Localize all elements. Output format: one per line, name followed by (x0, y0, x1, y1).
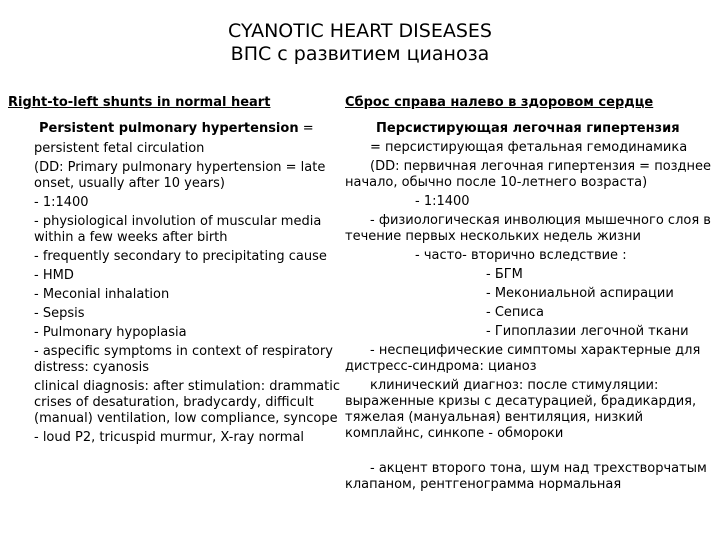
russian-item: (DD: первичная легочная гипертензия = позднее начало, обычно после 10-летнего возраста) (345, 159, 712, 190)
slide-title (0, 20, 720, 66)
english-column-header: Right-to-left shunts in normal heart (8, 95, 271, 110)
russian-item: - БГМ (486, 267, 523, 282)
english-item: - physiological involution of muscular media within a few weeks after birth (34, 214, 322, 245)
russian-item: - физиологическая инволюция мышечного слоя в течение первых нескольких недель жизни (345, 213, 711, 244)
russian-item: - часто- вторично вследствие : (415, 248, 627, 263)
english-item: - loud P2, tricuspid murmur, X-ray normal (34, 430, 305, 445)
russian-item: - 1:1400 (415, 194, 470, 209)
russian-item: - акцент второго тона, шум над трехстворчатым клапаном, рентгенограмма нормальная (345, 461, 707, 492)
russian-item: = персистирующая фетальная гемодинамика (370, 140, 688, 155)
russian-item: - неспецифические симптомы характерные для дистресс-синдрома: цианоз (345, 343, 701, 374)
english-subheading-suffix: = (298, 121, 314, 136)
english-item: - Sepsis (34, 306, 85, 321)
title-russian: ВПС с развитием цианоза (230, 43, 490, 65)
english-item: clinical diagnosis: after stimulation: drammatic crises of desaturation, bradycardy, difficult (manual) ventilation, low compliance, syncope (34, 379, 341, 426)
russian-item: - Сеписа (486, 305, 544, 320)
title-english: CYANOTIC HEART DISEASES (228, 20, 492, 42)
russian-subheading: Персистирующая легочная гипертензия (376, 121, 680, 136)
english-item: - Meconial inhalation (34, 287, 170, 302)
english-item: - HMD (34, 268, 74, 283)
russian-column-header: Сброс справа налево в здоровом сердце (345, 95, 654, 110)
english-item: - aspecific symptoms in context of respiratory distress: cyanosis (34, 344, 333, 375)
english-item: - frequently secondary to precipitating cause (34, 249, 327, 264)
russian-item: клинический диагноз: после стимуляции: выраженные кризы с десатурацией, брадикардия, тяжелая (мануальная) вентиляция, низкий комплайнс, синкопе - обмороки (345, 378, 697, 441)
english-item: - 1:1400 (34, 195, 89, 210)
english-subheading (8, 121, 343, 137)
russian-item: - Гипоплазии легочной ткани (486, 324, 689, 339)
english-item: (DD: Primary pulmonary hypertension = late onset, usually after 10 years) (34, 160, 326, 191)
russian-item: - Мекониальной аспирации (486, 286, 674, 301)
russian-column (345, 95, 717, 496)
english-column (8, 95, 343, 449)
english-item: - Pulmonary hypoplasia (34, 325, 187, 340)
english-item: persistent fetal circulation (34, 141, 205, 156)
english-subheading-bold: Persistent pulmonary hypertension (39, 121, 299, 136)
